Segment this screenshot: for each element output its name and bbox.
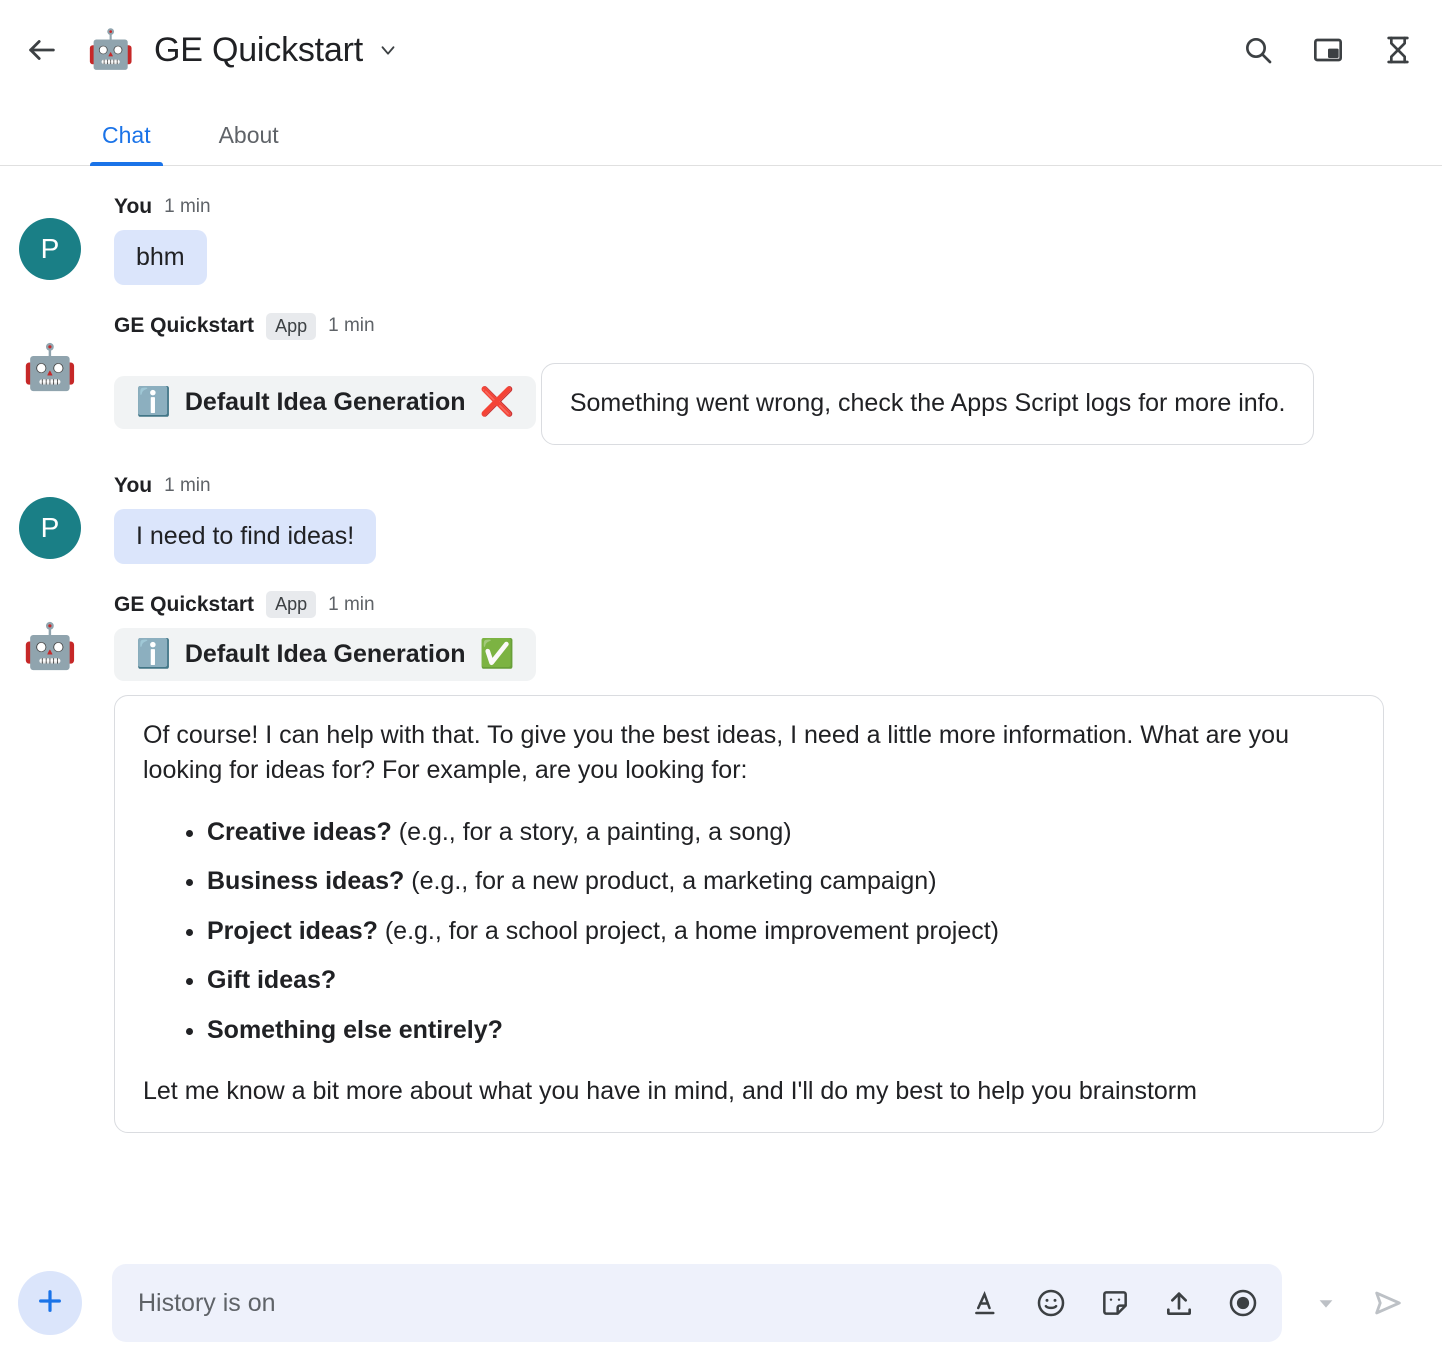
- back-button[interactable]: [18, 26, 66, 74]
- card-title: Default Idea Generation: [184, 639, 466, 668]
- bot-avatar-icon: 🤖: [22, 621, 78, 671]
- list-item: [207, 1013, 1355, 1049]
- app-badge: App: [266, 313, 316, 340]
- message-meta: [114, 192, 1418, 222]
- conversation-list[interactable]: [0, 166, 1442, 1238]
- user-avatar: P: [19, 218, 81, 280]
- status-error-icon: ❌: [479, 386, 515, 417]
- avatar: [18, 311, 82, 399]
- picture-in-picture-icon[interactable]: [1310, 32, 1346, 68]
- emoji-icon[interactable]: [1034, 1286, 1068, 1320]
- upload-icon[interactable]: [1162, 1286, 1196, 1320]
- user-avatar: P: [19, 497, 81, 559]
- app-header: [0, 0, 1442, 100]
- message-sender: GE Quickstart: [114, 592, 255, 616]
- app-badge: App: [266, 591, 316, 618]
- card-body: [541, 363, 1315, 445]
- avatar: [18, 590, 82, 678]
- plus-icon: [34, 1285, 66, 1322]
- message-time: 1 min: [328, 315, 375, 336]
- card-header[interactable]: [114, 376, 536, 429]
- message-time: 1 min: [164, 196, 211, 217]
- list-item-label: Something else entirely?: [207, 1015, 503, 1044]
- card-text: Something went wrong, check the Apps Script logs for more info.: [569, 389, 1286, 417]
- message-meta: [114, 471, 1418, 501]
- message-row: [0, 311, 1442, 445]
- card-outro-text: Let me know a bit more about what you have in mind, and I'll do my best to help you brainstorm: [143, 1077, 1197, 1105]
- list-item: [207, 864, 1355, 900]
- arrow-left-icon: [25, 33, 59, 67]
- list-item: [207, 815, 1355, 851]
- message-meta: [114, 311, 1418, 341]
- message-sender: GE Quickstart: [114, 314, 255, 337]
- message-time: 1 min: [164, 474, 211, 496]
- tab-bar: [0, 100, 1442, 166]
- bot-avatar-icon: 🤖: [22, 343, 78, 392]
- composer-icons: [970, 1286, 1260, 1320]
- message-composer: [0, 1238, 1442, 1368]
- list-item-label: Gift ideas?: [207, 966, 337, 994]
- list-item-label: Business ideas?: [207, 867, 405, 895]
- list-item-detail: (e.g., for a new product, a marketing campaign): [404, 867, 937, 895]
- send-icon[interactable]: [1360, 1275, 1416, 1331]
- list-item-label: Creative ideas?: [207, 817, 392, 846]
- message-sender: You: [114, 473, 153, 497]
- message-row: [0, 590, 1442, 1133]
- message-row: [0, 471, 1442, 564]
- list-item: [207, 914, 1355, 950]
- search-icon[interactable]: [1240, 32, 1276, 68]
- tab-chat[interactable]: Chat: [96, 122, 157, 165]
- page-title: GE Quickstart: [154, 30, 364, 69]
- send-controls: [1298, 1275, 1416, 1331]
- record-icon[interactable]: [1226, 1286, 1260, 1320]
- message-bubble[interactable]: bhm: [114, 230, 207, 285]
- message-body: [82, 590, 1418, 1133]
- message-row: [0, 192, 1442, 285]
- message-time: 1 min: [328, 593, 375, 615]
- list-item-detail: (e.g., for a story, a painting, a song): [391, 817, 792, 846]
- format-text-icon[interactable]: [970, 1286, 1004, 1320]
- list-item-label: Project ideas?: [207, 916, 378, 945]
- app-title-menu[interactable]: [154, 31, 399, 70]
- hourglass-icon[interactable]: [1380, 32, 1416, 68]
- list-item: [207, 963, 1355, 999]
- status-success-icon: ✅: [479, 638, 515, 669]
- message-input-bar[interactable]: [112, 1264, 1282, 1342]
- app-avatar-icon: 🤖: [87, 29, 135, 71]
- card-header[interactable]: [114, 628, 536, 681]
- idea-category-list: [143, 815, 1355, 1049]
- message-input[interactable]: History is on: [138, 1288, 276, 1317]
- info-icon: ℹ️: [136, 386, 171, 417]
- info-icon: ℹ️: [136, 638, 171, 669]
- message-sender: You: [114, 195, 153, 218]
- sticker-icon[interactable]: [1098, 1286, 1132, 1320]
- add-attachment-button[interactable]: [18, 1271, 82, 1335]
- list-item-detail: (e.g., for a school project, a home improvement project): [377, 916, 1000, 945]
- message-body: [82, 471, 1418, 564]
- card-title: Default Idea Generation: [184, 387, 466, 416]
- message-body: [82, 192, 1418, 285]
- tab-about[interactable]: About: [218, 122, 279, 148]
- caret-down-icon[interactable]: [1298, 1275, 1354, 1331]
- card-body: [114, 695, 1384, 1133]
- message-bubble[interactable]: I need to find ideas!: [114, 509, 376, 564]
- header-actions: [1240, 32, 1416, 68]
- avatar: [18, 192, 82, 280]
- message-body: [82, 311, 1418, 445]
- chevron-down-icon[interactable]: [377, 39, 399, 61]
- message-meta: [114, 590, 1418, 620]
- card-intro-text: Of course! I can help with that. To give you the best ideas, I need a little more information. What are you looking for ideas for? For example, are you looking for:: [143, 720, 1289, 784]
- avatar: [18, 471, 82, 559]
